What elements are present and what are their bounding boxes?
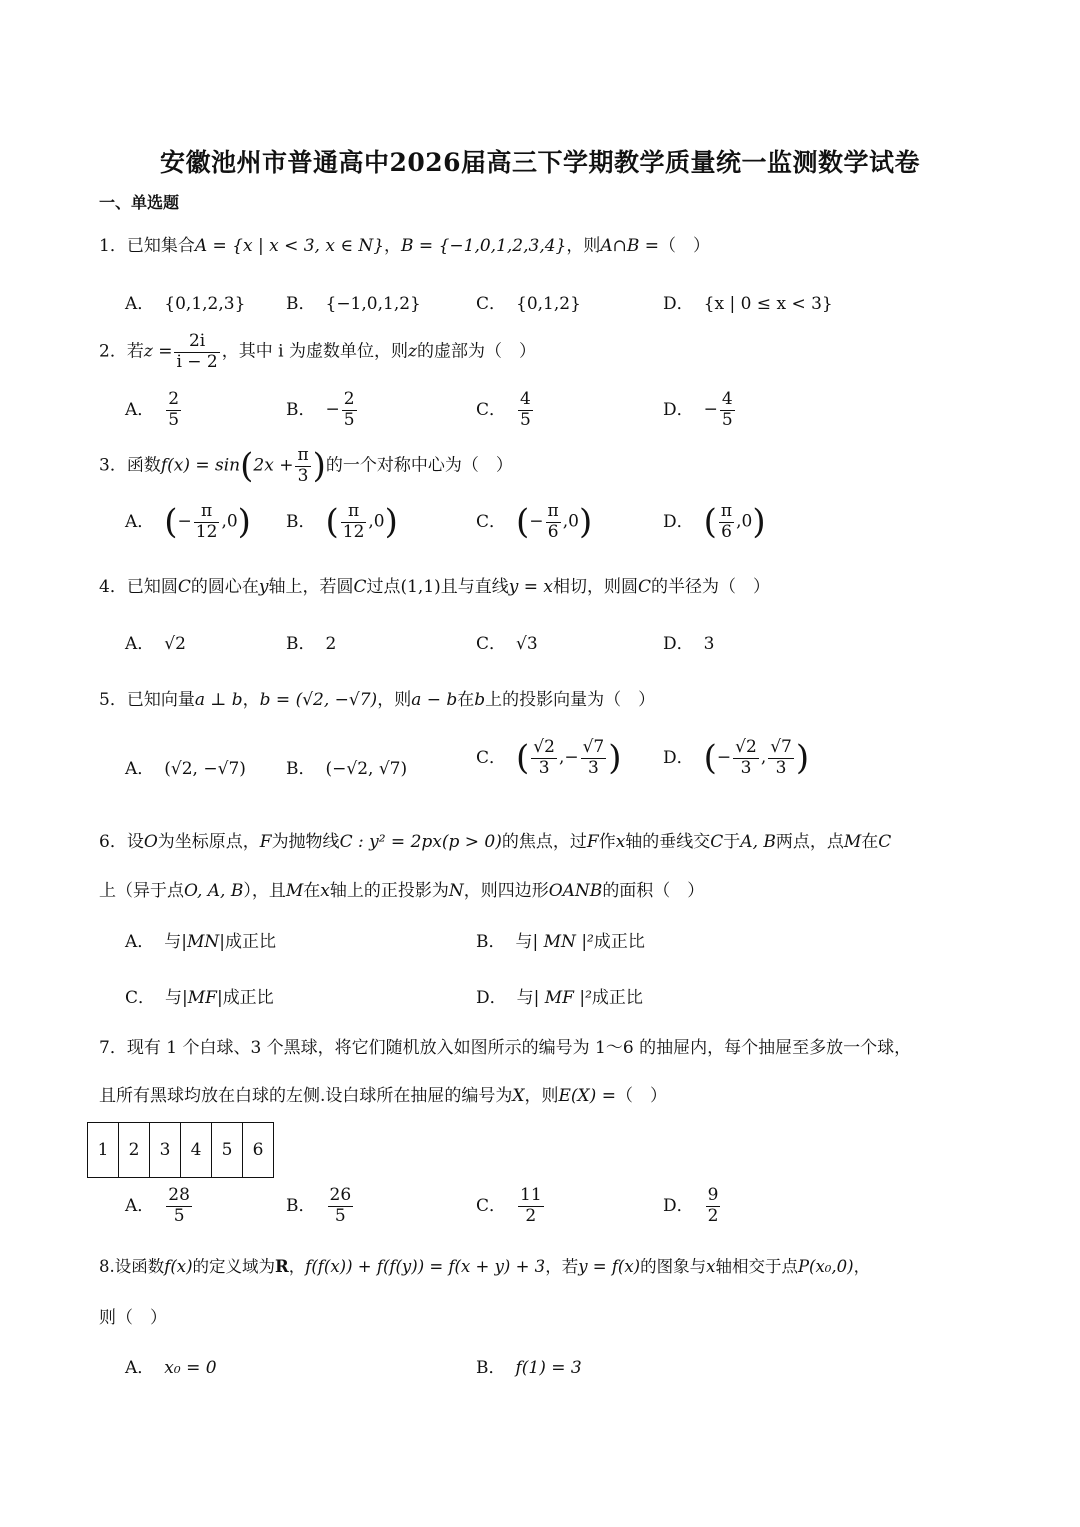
question-6-stem-line-2: 上（异于点O, A, B），且M在x轴上的正投影为N，则四边形OANB的面积（ ） (99, 881, 705, 901)
drawer-cell: 3 (150, 1123, 181, 1178)
drawer-cell: 2 (119, 1123, 150, 1178)
question-4-option-b[interactable]: B． 2 (286, 634, 337, 654)
drawer-cell: 1 (88, 1123, 119, 1178)
question-6-option-d[interactable]: D． 与| MF |²成正比 (476, 988, 643, 1008)
question-2-option-a[interactable]: A． $\frac{2}{5}$ (125, 389, 180, 430)
exam-title: 安徽池州市普通高中2026届高三下学期教学质量统一监测数学试卷 (159, 148, 921, 177)
question-2-option-b[interactable]: B． − $\frac{2}{5}$ (286, 389, 355, 430)
question-7-option-c[interactable]: C． $\frac{11}{2}$ (476, 1185, 542, 1226)
question-2-option-d[interactable]: D． − $\frac{4}{5}$ (663, 389, 733, 430)
drawer-cell: 4 (181, 1123, 212, 1178)
section-heading: 一、单选题 (99, 193, 180, 212)
question-6-stem-line-1: 6．设O为坐标原点，F为抛物线C : y² = 2px(p > 0)的焦点，过F作x轴的垂线交C于A, B两点，点M在C (99, 832, 892, 852)
question-7-option-d[interactable]: D． $\frac{9}{2}$ (663, 1185, 719, 1226)
question-3-option-b[interactable]: B． ( $\frac{\pi}{12}$ ,0) (286, 501, 398, 543)
drawer-cell: 5 (212, 1123, 243, 1178)
question-7-option-a[interactable]: A． $\frac{28}{5}$ (125, 1185, 190, 1226)
question-5-option-c[interactable]: C． ( $\frac{√2}{3}$ ,− $\frac{√7}{3}$ ) (476, 737, 622, 779)
question-4-option-d[interactable]: D． 3 (663, 634, 715, 654)
question-1-option-a[interactable]: A． {0,1,2,3} (125, 294, 246, 314)
question-3-stem: 3．函数f(x) = sin(2x + $\frac{\pi}{3}$ )的一个对称中心为（ ） (99, 445, 513, 487)
drawer-diagram (87, 1122, 274, 1178)
question-1-stem: 1．已知集合A = {x | x < 3, x ∈ N}，B = {−1,0,1,2,3,4}，则A∩B =（ ） (99, 236, 711, 256)
question-3-option-d[interactable]: D． ( $\frac{\pi}{6}$ ,0) (663, 501, 766, 543)
question-8-stem-line-1: 8.设函数f(x)的定义域为R，f(f(x)) + f(f(y)) = f(x + y) + 3，若y = f(x)的图象与x轴相交于点P(x₀,0)， (99, 1257, 871, 1276)
fraction: $\frac{2i}{i - 2}$ (176, 331, 218, 372)
question-7-stem-line-1: 7．现有 1 个白球、3 个黑球，将它们随机放入如图所示的编号为 1～6 的抽屉内，每个抽屉至多放一个球， (99, 1038, 912, 1058)
question-1-option-c[interactable]: C． {0,1,2} (476, 294, 581, 314)
question-2-stem: 2．若z = $\frac{2i}{i - 2}$ ，其中 i 为虚数单位，则z的虚部为（ ） (99, 331, 536, 372)
question-5-option-a[interactable]: A． (√2, −√7) (125, 759, 246, 779)
question-5-option-d[interactable]: D． (− $\frac{√2}{3}$ , $\frac{√7}{3}$ ) (663, 737, 810, 779)
question-6-option-a[interactable]: A． 与|MN|成正比 (125, 932, 277, 952)
question-1-option-d[interactable]: D． {x | 0 ≤ x < 3} (663, 294, 833, 314)
question-4-option-a[interactable]: A． √2 (125, 634, 186, 654)
question-6-option-b[interactable]: B． 与| MN |²成正比 (476, 932, 645, 952)
question-4-stem: 4．已知圆C的圆心在y轴上，若圆C过点(1,1)且与直线y = x相切，则圆C的半径为（ ） (99, 577, 771, 597)
drawer-cell: 6 (243, 1123, 274, 1178)
question-6-option-c[interactable]: C． 与|MF|成正比 (125, 988, 274, 1008)
question-2-option-c[interactable]: C． $\frac{4}{5}$ (476, 389, 531, 430)
question-3-option-c[interactable]: C． (− $\frac{\pi}{6}$ ,0) (476, 501, 593, 543)
question-5-option-b[interactable]: B． (−√2, √7) (286, 759, 408, 779)
question-1-option-b[interactable]: B． {−1,0,1,2} (286, 294, 421, 314)
question-8-stem-line-2: 则（ ） (99, 1308, 167, 1328)
question-8-option-a[interactable]: A． x₀ = 0 (125, 1358, 217, 1378)
question-7-stem-line-2: 且所有黑球均放在白球的左侧.设白球所在抽屉的编号为X，则E(X) =（ ） (99, 1086, 667, 1106)
question-5-stem: 5．已知向量a ⊥ b，b = (√2, −√7)，则a − b在b上的投影向量为（ ） (99, 690, 656, 710)
question-3-option-a[interactable]: A． (− $\frac{\pi}{12}$ ,0) (125, 501, 251, 543)
question-8-option-b[interactable]: B． f(1) = 3 (476, 1358, 582, 1378)
question-7-option-b[interactable]: B． $\frac{26}{5}$ (286, 1185, 352, 1226)
question-4-option-c[interactable]: C． √3 (476, 634, 538, 654)
